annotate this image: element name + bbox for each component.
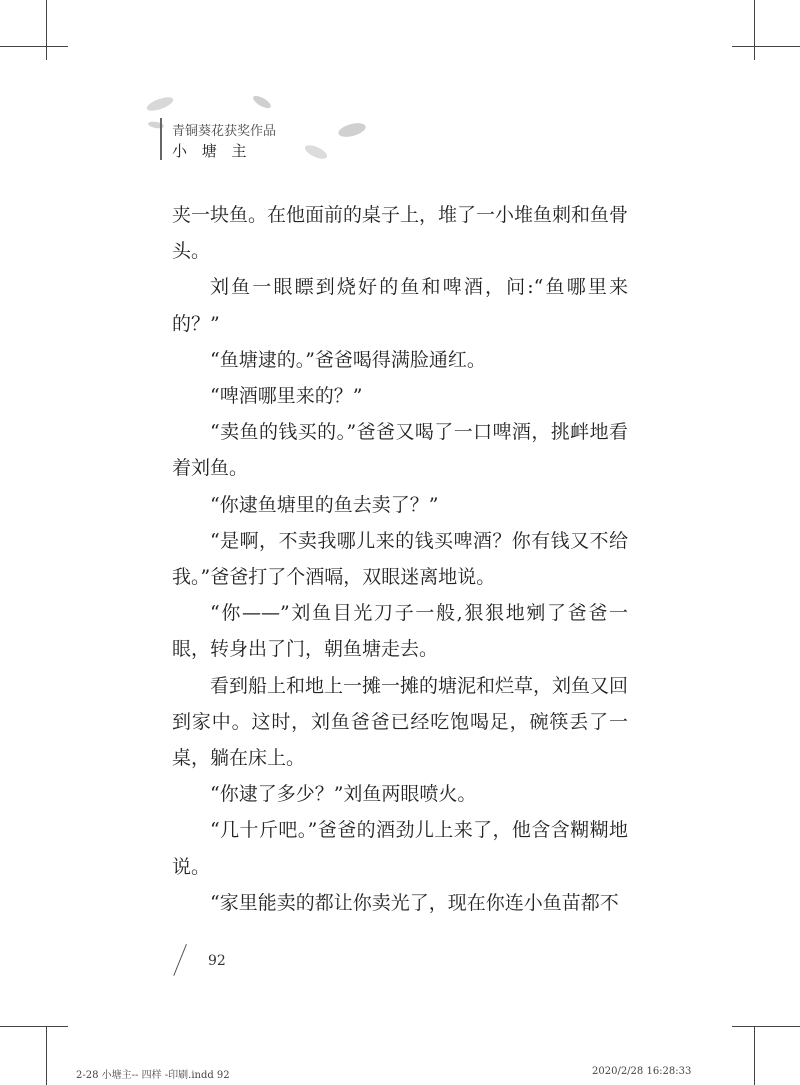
paragraph: “家里能卖的都让你卖光了，现在你连小鱼苗都不 [210, 891, 619, 914]
slug-timestamp: 2020/2/28 16:28:33 [592, 1066, 692, 1077]
series-title: 青铜葵花获奖作品 [172, 124, 277, 139]
paragraph: 刘鱼一眼瞟到烧好的鱼和啤酒，问:“鱼哪里来的？” [172, 276, 628, 335]
crop-mark [46, 1026, 47, 1085]
crop-mark [732, 1026, 800, 1027]
paragraph: “啤酒哪里来的？” [210, 385, 363, 408]
paragraph: 夹一块鱼。在他面前的桌子上，堆了一小堆鱼刺和鱼骨头。 [172, 204, 629, 263]
body-text [172, 197, 628, 921]
header-rule [160, 118, 162, 160]
crop-mark [0, 1026, 68, 1027]
paragraph: “卖鱼的钱买的。”爸爸又喝了一口啤酒，挑衅地看着刘鱼。 [172, 421, 628, 480]
book-title: 小 塘 主 [172, 142, 252, 160]
paragraph: “你逮鱼塘里的鱼去卖了？” [210, 493, 439, 516]
paragraph: “你——”刘鱼目光刀子一般,狠狠地剜了爸爸一眼，转身出了门，朝鱼塘走去。 [172, 602, 628, 661]
folio-slash [173, 944, 187, 976]
crop-mark [0, 46, 68, 47]
crop-mark [754, 0, 755, 60]
paragraph: “几十斤吧。”爸爸的酒劲儿上来了，他含含糊糊地说。 [172, 819, 628, 878]
paragraph: “是啊，不卖我哪儿来的钱买啤酒？你有钱又不给我。”爸爸打了个酒嗝，双眼迷离地说。 [172, 529, 628, 589]
crop-mark [754, 1026, 755, 1085]
slug-file: 2-28 小塘主-- 四样 -印刷.indd 92 [76, 1070, 230, 1081]
paragraph: “你逮了多少？”刘鱼两眼喷火。 [210, 783, 477, 806]
page-number: 92 [208, 953, 226, 969]
paragraph: “鱼塘逮的。”爸爸喝得满脸通红。 [210, 348, 486, 371]
paragraph: 看到船上和地上一摊一摊的塘泥和烂草，刘鱼又回到家中。这时，刘鱼爸爸已经吃饱喝足，碗筷丢了一桌，躺在床上。 [172, 674, 629, 770]
crop-mark [46, 0, 47, 60]
crop-mark [732, 46, 800, 47]
